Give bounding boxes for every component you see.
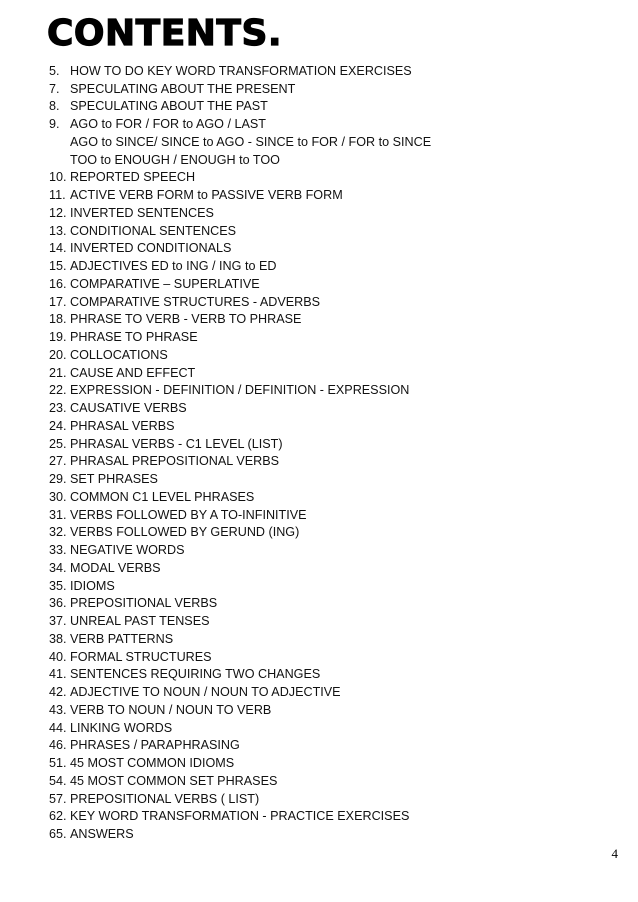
toc-entry-title: ADJECTIVE TO NOUN / NOUN TO ADJECTIVE	[70, 685, 341, 700]
toc-page-number: 41.	[49, 667, 67, 682]
toc-page-number: 51.	[49, 756, 67, 771]
toc-entry-title: 45 MOST COMMON IDIOMS	[70, 756, 235, 771]
toc-entry	[49, 62, 609, 80]
toc-entry-title: AGO to FOR / FOR to AGO / LAST	[70, 117, 266, 132]
toc-page-number: 54.	[49, 773, 67, 788]
toc-entry	[49, 311, 609, 329]
toc-entry-title: VERBS FOLLOWED BY A TO-INFINITIVE	[70, 507, 307, 522]
toc-entry	[49, 115, 609, 133]
toc-entry	[49, 524, 609, 542]
toc-entry	[49, 240, 609, 258]
toc-entry-title: UNREAL PAST TENSES	[70, 614, 210, 629]
toc-page-number: 17.	[49, 294, 67, 309]
toc-entry	[49, 612, 609, 630]
toc-entry	[49, 80, 609, 98]
toc-page-number: 57.	[49, 791, 67, 806]
toc-entry	[49, 577, 609, 595]
toc-entry-title: PHRASE TO VERB - VERB TO PHRASE	[70, 312, 302, 327]
toc-page-number: 19.	[49, 330, 67, 345]
toc-entry-title: INVERTED SENTENCES	[70, 205, 214, 220]
toc-entry-title: INVERTED CONDITIONALS	[70, 241, 232, 256]
toc-entry	[49, 169, 609, 187]
toc-entry	[49, 382, 609, 400]
toc-page-number: 37.	[49, 614, 67, 629]
toc-entry-title: IDIOMS	[70, 578, 115, 593]
toc-entry-title: PHRASAL VERBS - C1 LEVEL (LIST)	[70, 436, 283, 451]
toc-entry-title: ACTIVE VERB FORM to PASSIVE VERB FORM	[70, 188, 343, 203]
toc-entry	[49, 790, 609, 808]
toc-entry	[49, 683, 609, 701]
toc-entry	[49, 98, 609, 116]
toc-page-number: 40.	[49, 649, 67, 664]
toc-entry-title: CONDITIONAL SENTENCES	[70, 223, 237, 238]
toc-page-number: 7.	[49, 81, 60, 96]
toc-page-number: 8.	[49, 99, 60, 114]
toc-entry	[49, 648, 609, 666]
toc-page-number: 22.	[49, 383, 67, 398]
toc-page-number: 62.	[49, 809, 67, 824]
toc-entry-title: COMMON C1 LEVEL PHRASES	[70, 489, 255, 504]
toc-entry	[49, 222, 609, 240]
toc-entry	[49, 275, 609, 293]
table-of-contents	[49, 62, 609, 843]
toc-entry-title: EXPRESSION - DEFINITION / DEFINITION - EXPRESSION	[70, 383, 410, 398]
toc-page-number: 42.	[49, 685, 67, 700]
toc-entry-title: PHRASAL PREPOSITIONAL VERBS	[70, 454, 280, 469]
toc-entry-title: PREPOSITIONAL VERBS	[70, 596, 218, 611]
toc-page-number: 36.	[49, 596, 67, 611]
toc-page-number: 30.	[49, 489, 67, 504]
toc-page-number: 16.	[49, 276, 67, 291]
toc-entry-title: PHRASE TO PHRASE	[70, 330, 198, 345]
toc-entry	[49, 595, 609, 613]
toc-page-number: 21.	[49, 365, 67, 380]
toc-entry-title: LINKING WORDS	[70, 720, 173, 735]
toc-entry	[49, 754, 609, 772]
toc-entry-title: FORMAL STRUCTURES	[70, 649, 212, 664]
toc-entry	[49, 293, 609, 311]
toc-entry-continuation: AGO to SINCE/ SINCE to AGO - SINCE to FOR / FOR to SINCE	[70, 134, 432, 149]
toc-page-number: 44.	[49, 720, 67, 735]
toc-page-number: 10.	[49, 170, 67, 185]
toc-entry	[49, 772, 609, 790]
toc-entry	[49, 257, 609, 275]
toc-entry-title: SET PHRASES	[70, 472, 158, 487]
toc-page-number: 9.	[49, 117, 60, 132]
toc-entry-title: CAUSATIVE VERBS	[70, 401, 187, 416]
toc-entry	[49, 204, 609, 222]
toc-entry	[49, 808, 609, 826]
toc-entry-title: COMPARATIVE STRUCTURES - ADVERBS	[70, 294, 321, 309]
toc-entry-title: CAUSE AND EFFECT	[70, 365, 196, 380]
toc-entry	[49, 488, 609, 506]
toc-entry-title: ANSWERS	[70, 827, 134, 842]
toc-entry-title: NEGATIVE WORDS	[70, 543, 185, 558]
toc-page-number: 25.	[49, 436, 67, 451]
toc-entry	[49, 346, 609, 364]
toc-page-number: 46.	[49, 738, 67, 753]
toc-entry	[49, 666, 609, 684]
toc-entry	[49, 435, 609, 453]
toc-page-number: 35.	[49, 578, 67, 593]
toc-page-number: 65.	[49, 827, 67, 842]
toc-entry	[49, 364, 609, 382]
toc-page-number: 24.	[49, 418, 67, 433]
toc-entry-title: MODAL VERBS	[70, 560, 161, 575]
toc-page-number: 15.	[49, 259, 67, 274]
toc-page-number: 13.	[49, 223, 67, 238]
toc-entry-title: 45 MOST COMMON SET PHRASES	[70, 773, 278, 788]
page-number: 4	[611, 846, 618, 861]
toc-page-number: 38.	[49, 631, 67, 646]
toc-entry	[49, 825, 609, 843]
toc-page-number: 5.	[49, 63, 60, 78]
toc-entry	[49, 719, 609, 737]
toc-page-number: 29.	[49, 472, 67, 487]
toc-entry	[49, 417, 609, 435]
toc-page-number: 12.	[49, 205, 67, 220]
toc-page-number: 43.	[49, 702, 67, 717]
toc-page-number: 27.	[49, 454, 67, 469]
toc-entry-title: COMPARATIVE – SUPERLATIVE	[70, 276, 260, 291]
toc-entry	[49, 506, 609, 524]
toc-page-number: 20.	[49, 347, 67, 362]
toc-page-number: 23.	[49, 401, 67, 416]
toc-page-number: 18.	[49, 312, 67, 327]
toc-entry	[49, 541, 609, 559]
toc-entry	[49, 328, 609, 346]
toc-entry-title: SPECULATING ABOUT THE PRESENT	[70, 81, 296, 96]
toc-entry-title: COLLOCATIONS	[70, 347, 168, 362]
toc-page-number: 33.	[49, 543, 67, 558]
toc-entry	[49, 630, 609, 648]
toc-entry-title: PHRASAL VERBS	[70, 418, 175, 433]
page-title: CONTENTS.	[47, 13, 283, 54]
toc-page-number: 11.	[49, 188, 66, 203]
toc-entry-continuation: TOO to ENOUGH / ENOUGH to TOO	[70, 152, 280, 167]
toc-entry	[49, 559, 609, 577]
toc-entry	[49, 453, 609, 471]
toc-entry	[49, 399, 609, 417]
toc-entry	[49, 737, 609, 755]
toc-entry-title: ADJECTIVES ED to ING / ING to ED	[70, 259, 277, 274]
toc-entry-title: REPORTED SPEECH	[70, 170, 196, 185]
toc-entry-title: SENTENCES REQUIRING TWO CHANGES	[70, 667, 321, 682]
toc-entry-title: VERBS FOLLOWED BY GERUND (ING)	[70, 525, 300, 540]
toc-entry-title: HOW TO DO KEY WORD TRANSFORMATION EXERCISES	[70, 63, 412, 78]
toc-entry	[49, 701, 609, 719]
toc-entry-title: VERB PATTERNS	[70, 631, 174, 646]
toc-entry	[49, 470, 609, 488]
toc-entry-title: PHRASES / PARAPHRASING	[70, 738, 240, 753]
toc-page-number: 14.	[49, 241, 67, 256]
toc-entry-title: SPECULATING ABOUT THE PAST	[70, 99, 268, 114]
toc-page-number: 31.	[49, 507, 67, 522]
toc-page-number: 32.	[49, 525, 67, 540]
toc-entry-title: VERB TO NOUN / NOUN TO VERB	[70, 702, 272, 717]
toc-entry	[49, 186, 609, 204]
toc-page-number: 34.	[49, 560, 67, 575]
toc-entry-title: KEY WORD TRANSFORMATION - PRACTICE EXERCISES	[70, 809, 410, 824]
toc-entry-title: PREPOSITIONAL VERBS ( LIST)	[70, 791, 260, 806]
